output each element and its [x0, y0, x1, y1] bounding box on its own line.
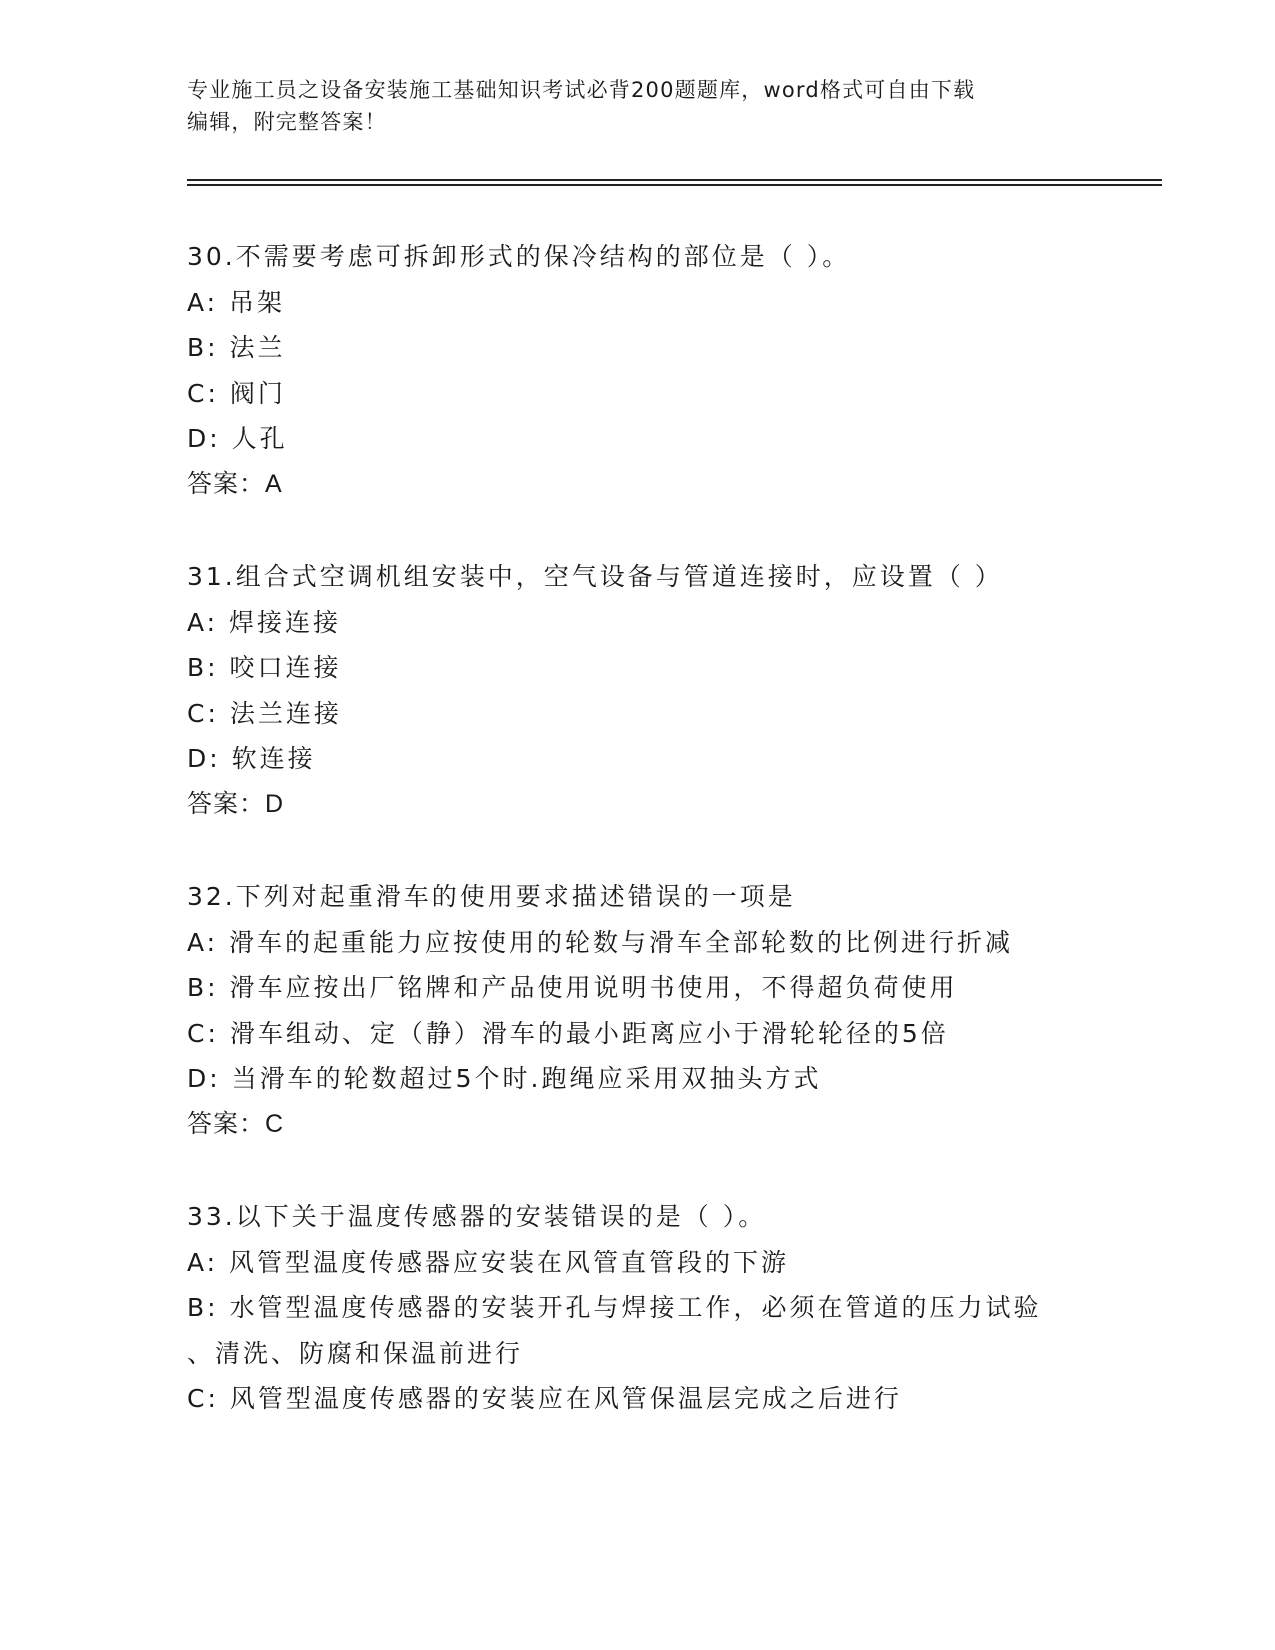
header-divider-top [187, 179, 1162, 181]
answer-label: 答案：C [187, 1109, 285, 1138]
option-b-continued: 、清洗、防腐和保温前进行 [187, 1338, 524, 1368]
option-b: B: 滑车应按出厂铭牌和产品使用说明书使用，不得超负荷使用 [187, 973, 958, 1002]
option-d: D: 人孔 [187, 424, 288, 453]
option-b: B: 水管型温度传感器的安装开孔与焊接工作，必须在管道的压力试验 [187, 1293, 1042, 1322]
question-stem: 33.以下关于温度传感器的安装错误的是（ ）。 [187, 1202, 767, 1231]
option-c: C: 滑车组动、定（静）滑车的最小距离应小于滑轮轮径的5倍 [187, 1018, 949, 1048]
header-divider-bottom [187, 184, 1162, 186]
option-a: A: 吊架 [187, 287, 286, 317]
answer-label: 答案：A [187, 469, 283, 498]
question-31 [187, 554, 1087, 827]
option-a: A: 焊接连接 [187, 607, 342, 637]
option-c: C: 阀门 [187, 378, 286, 408]
option-a: A: 滑车的起重能力应按使用的轮数与滑车全部轮数的比例进行折减 [187, 927, 1014, 957]
question-stem: 32.下列对起重滑车的使用要求描述错误的一项是 [187, 882, 796, 911]
option-d: D: 当滑车的轮数超过5个时.跑绳应采用双抽头方式 [187, 1064, 822, 1093]
question-33 [187, 1194, 1087, 1422]
answer-label: 答案：D [187, 789, 285, 818]
option-a: A: 风管型温度传感器应安装在风管直管段的下游 [187, 1247, 790, 1277]
document-header [187, 74, 1087, 138]
question-stem: 31.组合式空调机组安装中，空气设备与管道连接时，应设置（ ） [187, 562, 1003, 591]
question-30 [187, 234, 1087, 507]
option-c: C: 风管型温度传感器的安装应在风管保温层完成之后进行 [187, 1384, 902, 1413]
question-32 [187, 874, 1087, 1147]
option-c: C: 法兰连接 [187, 698, 342, 728]
option-b: B: 咬口连接 [187, 653, 342, 682]
header-line-1: 专业施工员之设备安装施工基础知识考试必背200题题库，word格式可自由下载 [187, 78, 976, 102]
header-line-2: 编辑，附完整答案！ [187, 110, 387, 134]
option-b: B: 法兰 [187, 333, 286, 362]
option-d: D: 软连接 [187, 744, 316, 773]
question-stem: 30.不需要考虑可拆卸形式的保冷结构的部位是（ ）。 [187, 242, 851, 271]
